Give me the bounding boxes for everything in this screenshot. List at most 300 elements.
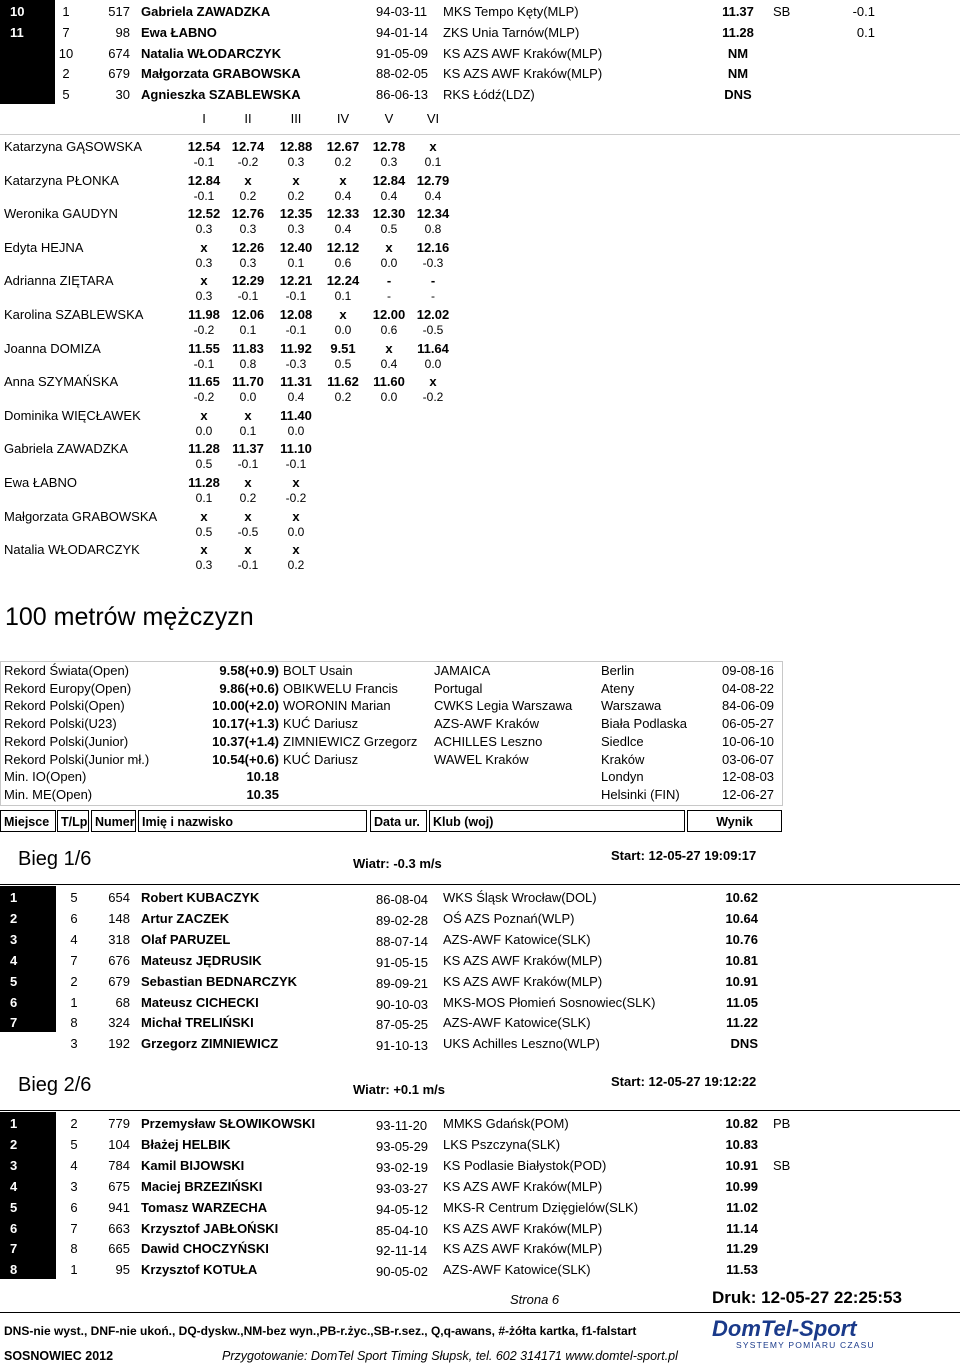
attempt-athlete: Natalia WŁODARCZYK bbox=[4, 542, 140, 558]
attempt-wind: -0.1 bbox=[193, 188, 215, 203]
attempt-result: 12.79 bbox=[416, 172, 450, 188]
record-label: Rekord Polski(Junior) bbox=[4, 733, 129, 749]
result: 10.83 bbox=[725, 1136, 758, 1152]
attempt-result: x bbox=[429, 374, 437, 390]
bib: 95 bbox=[115, 1262, 130, 1278]
attempt-result: 11.65 bbox=[188, 374, 220, 390]
attempt-header-2: II bbox=[244, 111, 252, 126]
place: 7 bbox=[10, 1015, 18, 1031]
bib: 654 bbox=[108, 890, 130, 905]
legend-text: DNS-nie wyst., DNF-nie ukoń., DQ-dyskw.,NM-bez wyn.,PB-r.życ.,SB-r.sez., Q,q-awans, #-żółta kartka, f1-falstart bbox=[4, 1324, 637, 1338]
page-number: Strona 6 bbox=[510, 1292, 560, 1307]
birth-date: 94-03-11 bbox=[376, 4, 428, 19]
attempt-result: 12.54 bbox=[187, 139, 221, 154]
result: 10.91 bbox=[725, 973, 758, 989]
birth-date: 89-09-21 bbox=[376, 975, 429, 991]
club: KS AZS AWF Kraków(MLP) bbox=[443, 973, 603, 989]
attempt-result: 11.28 bbox=[188, 441, 220, 457]
attempt-wind: 0.2 bbox=[334, 155, 352, 169]
place: 2 bbox=[10, 910, 18, 926]
birth-date: 88-07-14 bbox=[376, 933, 429, 949]
heat-wind: Wiatr: +0.1 m/s bbox=[353, 1082, 446, 1097]
attempt-wind: 0.3 bbox=[239, 222, 257, 237]
result: DNS bbox=[730, 1036, 758, 1052]
lane: 4 bbox=[70, 931, 78, 947]
attempt-wind: 0.5 bbox=[380, 222, 398, 237]
attempt-wind: 0.5 bbox=[195, 457, 213, 472]
record-club: Portugal bbox=[434, 680, 483, 696]
athlete-name: Tomasz WARZECHA bbox=[141, 1199, 268, 1215]
club: LKS Pszczyna(SLK) bbox=[443, 1136, 561, 1152]
attempt-wind: -0.1 bbox=[285, 323, 307, 337]
attempt-result: 11.10 bbox=[280, 441, 312, 457]
athlete-name: Olaf PARUZEL bbox=[141, 931, 231, 947]
athlete-name: Błażej HELBIK bbox=[141, 1136, 231, 1152]
athlete-name: Dawid CHOCZYŃSKI bbox=[141, 1241, 269, 1257]
attempt-header-4: IV bbox=[336, 111, 350, 126]
attempt-result: 12.21 bbox=[279, 273, 313, 289]
attempt-wind: -0.2 bbox=[193, 390, 215, 405]
attempt-athlete: Edyta HEJNA bbox=[4, 239, 84, 255]
record-result: 10.35 bbox=[246, 786, 279, 802]
bib: 98 bbox=[115, 24, 130, 40]
club: OŚ AZS Poznań(WLP) bbox=[443, 910, 575, 926]
result: 10.82 bbox=[725, 1116, 758, 1131]
bib: 663 bbox=[108, 1220, 130, 1236]
col-header-place: Miejsce bbox=[0, 810, 56, 832]
print-date: Druk: 12-05-27 22:25:53 bbox=[712, 1288, 902, 1307]
bib: 679 bbox=[108, 973, 130, 989]
result: 11.22 bbox=[726, 1015, 758, 1031]
lane: 8 bbox=[70, 1241, 78, 1257]
result: 10.99 bbox=[725, 1178, 758, 1194]
bib: 779 bbox=[108, 1116, 130, 1131]
lane: 3 bbox=[70, 1178, 78, 1194]
record-date: 04-08-22 bbox=[722, 680, 775, 696]
record-place: Ateny bbox=[601, 680, 635, 696]
lane: 2 bbox=[62, 66, 70, 82]
note: SB bbox=[773, 4, 791, 19]
athlete-name: Ewa ŁABNO bbox=[141, 24, 217, 40]
attempt-result: x bbox=[244, 475, 252, 490]
attempt-wind: 0.3 bbox=[195, 558, 213, 573]
attempt-result: x bbox=[292, 475, 300, 490]
attempt-header-6: VI bbox=[426, 111, 440, 126]
attempt-wind: 0.4 bbox=[424, 188, 442, 203]
attempt-result: x bbox=[292, 508, 300, 524]
record-holder: KUĆ Dariusz bbox=[283, 751, 359, 767]
heat-title: Bieg 1/6 bbox=[18, 848, 92, 870]
attempt-result: 11.92 bbox=[280, 340, 312, 356]
attempt-athlete: Anna SZYMAŃSKA bbox=[4, 374, 119, 390]
attempt-result: 12.29 bbox=[231, 273, 265, 289]
club: KS AZS AWF Kraków(MLP) bbox=[443, 45, 603, 61]
attempt-wind: -0.1 bbox=[285, 289, 307, 304]
club: AZS-AWF Katowice(SLK) bbox=[443, 931, 591, 947]
place: 4 bbox=[10, 1178, 18, 1194]
attempt-wind: 0.3 bbox=[195, 222, 213, 237]
club: ZKS Unia Tarnów(MLP) bbox=[443, 24, 580, 40]
attempt-wind: -0.5 bbox=[422, 323, 444, 337]
attempt-header-5: V bbox=[384, 111, 394, 126]
attempt-result: 12.67 bbox=[326, 139, 360, 154]
attempt-athlete: Ewa ŁABNO bbox=[4, 475, 77, 490]
athlete-name: Robert KUBACZYK bbox=[141, 890, 260, 905]
attempt-result: 12.00 bbox=[372, 307, 406, 322]
attempt-wind: 0.0 bbox=[424, 356, 442, 371]
club: RKS Łódź(LDZ) bbox=[443, 87, 535, 103]
record-date: 12-08-03 bbox=[722, 769, 775, 785]
attempt-wind: -0.1 bbox=[237, 457, 259, 472]
logo-main: DomTel-Sport bbox=[712, 1316, 857, 1341]
attempt-wind: 0.3 bbox=[287, 222, 305, 237]
record-label: Rekord Polski(Junior mł.) bbox=[4, 751, 150, 767]
lane: 2 bbox=[70, 973, 78, 989]
record-place: Biała Podlaska bbox=[601, 716, 687, 732]
result: 10.62 bbox=[725, 890, 758, 905]
lane: 5 bbox=[62, 87, 70, 103]
attempt-athlete: Karolina SZABLEWSKA bbox=[4, 307, 144, 322]
attempt-wind: 0.0 bbox=[334, 323, 352, 337]
attempt-result: 11.55 bbox=[188, 340, 220, 356]
attempt-wind: 0.4 bbox=[380, 356, 398, 371]
record-place: Londyn bbox=[601, 769, 644, 785]
attempt-result: 12.88 bbox=[279, 139, 313, 154]
birth-date: 91-05-15 bbox=[376, 954, 429, 970]
athlete-name: Grzegorz ZIMNIEWICZ bbox=[141, 1036, 279, 1052]
record-result: 10.54(+0.6) bbox=[212, 751, 279, 767]
lane: 1 bbox=[62, 4, 70, 19]
attempt-result: - bbox=[430, 273, 436, 289]
place: 4 bbox=[10, 952, 18, 968]
bib: 676 bbox=[108, 952, 130, 968]
result: 11.05 bbox=[726, 994, 758, 1010]
result: 10.81 bbox=[725, 952, 758, 968]
attempt-athlete: Adrianna ZIĘTARA bbox=[4, 273, 114, 289]
athlete-name: Przemysław SŁOWIKOWSKI bbox=[141, 1116, 316, 1131]
bib: 784 bbox=[108, 1157, 130, 1173]
col-header-result: Wynik bbox=[687, 810, 782, 832]
attempt-result: x bbox=[200, 239, 208, 255]
attempt-wind: 0.8 bbox=[239, 356, 257, 371]
credit-text: Przygotowanie: DomTel Sport Timing Słupsk, tel. 602 314171 www.domtel-sport.pl bbox=[222, 1349, 678, 1363]
attempt-result: 12.02 bbox=[416, 307, 450, 322]
club: KS AZS AWF Kraków(MLP) bbox=[443, 66, 603, 82]
attempt-wind: 0.3 bbox=[195, 255, 213, 270]
attempt-result: x bbox=[385, 340, 393, 356]
attempt-wind: 0.6 bbox=[380, 323, 398, 337]
bib: 318 bbox=[108, 931, 130, 947]
lane: 3 bbox=[70, 1036, 78, 1052]
attempt-result: 12.35 bbox=[279, 206, 313, 222]
record-result: 10.37(+1.4) bbox=[212, 733, 279, 749]
attempt-wind: 0.8 bbox=[424, 222, 442, 237]
attempt-result: x bbox=[244, 542, 252, 558]
record-holder: OBIKWELU Francis bbox=[283, 680, 398, 696]
event-name: SOSNOWIEC 2012 bbox=[4, 1349, 114, 1363]
birth-date: 91-10-13 bbox=[376, 1038, 429, 1054]
attempt-wind: 0.2 bbox=[334, 390, 352, 405]
record-result: 9.58(+0.9) bbox=[219, 663, 279, 678]
attempt-wind: 0.0 bbox=[239, 390, 257, 405]
place: 8 bbox=[10, 1262, 18, 1278]
attempt-wind: -0.1 bbox=[237, 558, 259, 573]
athlete-name: Agnieszka SZABLEWSKA bbox=[141, 87, 301, 103]
record-place: Warszawa bbox=[601, 698, 662, 714]
attempt-athlete: Joanna DOMIZA bbox=[4, 340, 101, 356]
lane: 7 bbox=[70, 952, 78, 968]
bib: 192 bbox=[108, 1036, 130, 1052]
attempt-result: 11.62 bbox=[327, 374, 359, 390]
attempt-wind: 0.3 bbox=[287, 155, 305, 169]
bib: 517 bbox=[108, 4, 130, 19]
athlete-name: Maciej BRZEZIŃSKI bbox=[141, 1178, 263, 1194]
birth-date: 88-02-05 bbox=[376, 66, 429, 82]
club: KS Podlasie Białystok(POD) bbox=[443, 1157, 607, 1173]
logo-sub: SYSTEMY POMIARU CZASU bbox=[736, 1340, 875, 1350]
result: 11.14 bbox=[726, 1220, 758, 1236]
attempt-result: x bbox=[339, 307, 347, 322]
attempt-wind: 0.2 bbox=[287, 558, 305, 573]
athlete-name: Małgorzata GRABOWSKA bbox=[141, 66, 301, 82]
place: 3 bbox=[10, 931, 18, 947]
attempt-result: x bbox=[292, 172, 300, 188]
heat-divider bbox=[0, 1110, 960, 1111]
note: PB bbox=[773, 1116, 791, 1131]
record-date: 84-06-09 bbox=[722, 698, 775, 714]
record-date: 09-08-16 bbox=[722, 663, 775, 678]
attempt-result: 11.98 bbox=[188, 307, 220, 322]
bib: 674 bbox=[108, 45, 130, 61]
attempt-athlete: Katarzyna PŁONKA bbox=[4, 172, 119, 188]
bib: 30 bbox=[115, 87, 130, 103]
attempt-header-3: III bbox=[290, 111, 302, 126]
attempt-result: x bbox=[244, 172, 252, 188]
attempt-wind: -0.1 bbox=[237, 289, 259, 304]
attempt-result: x bbox=[292, 542, 300, 558]
attempt-athlete: Małgorzata GRABOWSKA bbox=[4, 508, 158, 524]
birth-date: 90-10-03 bbox=[376, 996, 429, 1012]
place-column-bg bbox=[0, 0, 55, 104]
attempt-athlete: Dominika WIĘCŁAWEK bbox=[4, 407, 141, 423]
record-label: Rekord Europy(Open) bbox=[4, 680, 132, 696]
record-date: 03-06-07 bbox=[722, 751, 775, 767]
athlete-name: Mateusz CICHECKI bbox=[141, 994, 259, 1010]
attempt-result: 12.06 bbox=[231, 307, 265, 322]
place-column-bg bbox=[0, 1112, 56, 1279]
birth-date: 85-04-10 bbox=[376, 1222, 429, 1238]
attempt-wind: 0.2 bbox=[239, 188, 257, 203]
record-place: Berlin bbox=[601, 663, 635, 678]
attempt-athlete: Gabriela ZAWADZKA bbox=[4, 441, 129, 457]
attempt-result: 12.24 bbox=[326, 273, 360, 289]
birth-date: 90-05-02 bbox=[376, 1264, 429, 1280]
lane: 6 bbox=[70, 1199, 78, 1215]
club: KS AZS AWF Kraków(MLP) bbox=[443, 1220, 603, 1236]
lane: 5 bbox=[70, 890, 78, 905]
club: AZS-AWF Katowice(SLK) bbox=[443, 1262, 591, 1278]
place: 5 bbox=[10, 1199, 18, 1215]
col-header-lane: T/Lp bbox=[57, 810, 89, 832]
divider bbox=[0, 134, 960, 135]
attempt-wind: 0.4 bbox=[380, 188, 398, 203]
attempt-wind: 0.1 bbox=[287, 255, 305, 270]
lane: 1 bbox=[70, 1262, 78, 1278]
footer-divider bbox=[0, 1312, 960, 1313]
attempt-wind: 0.3 bbox=[239, 255, 257, 270]
record-result: 9.86(+0.6) bbox=[219, 680, 279, 696]
birth-date: 86-08-04 bbox=[376, 892, 429, 907]
attempt-result: 12.16 bbox=[416, 239, 450, 255]
attempt-wind: -0.3 bbox=[422, 255, 444, 270]
result: 10.76 bbox=[725, 931, 758, 947]
attempt-result: 9.51 bbox=[330, 340, 356, 356]
attempt-wind: 0.6 bbox=[334, 255, 352, 270]
club: KS AZS AWF Kraków(MLP) bbox=[443, 1178, 603, 1194]
attempt-wind: 0.1 bbox=[334, 289, 352, 304]
club: KS AZS AWF Kraków(MLP) bbox=[443, 952, 603, 968]
record-holder: BOLT Usain bbox=[283, 663, 353, 678]
attempt-result: 12.40 bbox=[279, 239, 313, 255]
record-club: ACHILLES Leszno bbox=[434, 733, 543, 749]
athlete-name: Mateusz JĘDRUSIK bbox=[141, 952, 262, 968]
birth-date: 89-02-28 bbox=[376, 912, 429, 928]
result: 11.37 bbox=[722, 4, 754, 19]
lane: 7 bbox=[62, 24, 70, 40]
club: MMKS Gdańsk(POM) bbox=[443, 1116, 569, 1131]
record-result: 10.18 bbox=[246, 769, 279, 785]
athlete-name: Michał TRELIŃSKI bbox=[141, 1015, 254, 1031]
attempt-result: 11.40 bbox=[280, 407, 312, 423]
section-title: 100 metrów mężczyzn bbox=[5, 603, 254, 631]
attempt-wind: 0.2 bbox=[287, 188, 305, 203]
attempt-result: x bbox=[200, 542, 208, 558]
bib: 679 bbox=[108, 66, 130, 82]
bib: 324 bbox=[108, 1015, 130, 1031]
result: 10.91 bbox=[725, 1157, 758, 1173]
record-result: 10.17(+1.3) bbox=[212, 716, 279, 732]
attempt-result: 12.08 bbox=[279, 307, 313, 322]
athlete-name: Artur ZACZEK bbox=[141, 910, 230, 926]
attempt-result: 12.84 bbox=[187, 172, 221, 188]
bib: 665 bbox=[108, 1241, 130, 1257]
attempt-result: x bbox=[385, 239, 393, 255]
attempt-wind: 0.1 bbox=[424, 155, 442, 169]
record-date: 06-05-27 bbox=[722, 716, 775, 732]
place: 7 bbox=[10, 1241, 18, 1257]
result: DNS bbox=[724, 87, 752, 103]
domtel-logo bbox=[712, 1316, 875, 1350]
attempt-wind: 0.4 bbox=[334, 222, 352, 237]
club: MKS Tempo Kęty(MLP) bbox=[443, 4, 579, 19]
place: 5 bbox=[10, 973, 18, 989]
heat-divider bbox=[0, 884, 960, 885]
birth-date: 86-06-13 bbox=[376, 87, 429, 103]
attempt-wind: 0.0 bbox=[380, 390, 398, 405]
attempt-result: x bbox=[200, 508, 208, 524]
record-club: CWKS Legia Warszawa bbox=[434, 698, 573, 714]
attempt-wind: - bbox=[431, 289, 435, 304]
bib: 104 bbox=[108, 1136, 130, 1152]
club: WKS Śląsk Wrocław(DOL) bbox=[443, 890, 597, 905]
place-column-bg bbox=[0, 886, 56, 1032]
athlete-name: Gabriela ZAWADZKA bbox=[141, 4, 271, 19]
record-label: Rekord Świata(Open) bbox=[4, 663, 129, 678]
place: 6 bbox=[10, 994, 18, 1010]
record-date: 10-06-10 bbox=[722, 733, 775, 749]
place: 3 bbox=[10, 1157, 18, 1173]
col-header-bib: Numer bbox=[91, 810, 136, 832]
attempt-result: 12.34 bbox=[416, 206, 450, 222]
result: 11.28 bbox=[722, 24, 754, 40]
bib: 941 bbox=[108, 1199, 130, 1215]
record-club: AZS-AWF Kraków bbox=[434, 716, 539, 732]
attempt-wind: -0.2 bbox=[422, 390, 444, 405]
result: 11.29 bbox=[726, 1241, 758, 1257]
birth-date: 93-02-19 bbox=[376, 1159, 429, 1175]
attempt-result: 12.12 bbox=[326, 239, 360, 255]
place: 2 bbox=[10, 1136, 18, 1152]
attempt-result: 12.52 bbox=[187, 206, 221, 222]
col-header-club: Klub (woj) bbox=[429, 810, 685, 832]
heat-wind: Wiatr: -0.3 m/s bbox=[353, 856, 442, 871]
attempt-wind: 0.0 bbox=[195, 423, 213, 438]
attempt-wind: -0.1 bbox=[193, 356, 215, 371]
attempt-wind: 0.0 bbox=[287, 524, 305, 539]
attempt-wind: 0.0 bbox=[287, 423, 305, 438]
record-label: Rekord Polski(U23) bbox=[4, 716, 117, 732]
record-club: JAMAICA bbox=[434, 663, 491, 678]
place: 1 bbox=[10, 890, 18, 905]
attempt-wind: -0.2 bbox=[237, 155, 259, 169]
birth-date: 91-05-09 bbox=[376, 45, 429, 61]
lane: 5 bbox=[70, 1136, 78, 1152]
club: UKS Achilles Leszno(WLP) bbox=[443, 1036, 600, 1052]
attempt-wind: -0.2 bbox=[285, 491, 307, 505]
birth-date: 93-05-29 bbox=[376, 1138, 429, 1154]
record-place: Helsinki (FIN) bbox=[601, 786, 680, 802]
attempt-result: x bbox=[200, 407, 208, 423]
wind: -0.1 bbox=[852, 4, 875, 19]
record-place: Siedlce bbox=[601, 733, 644, 749]
attempt-result: 12.74 bbox=[231, 139, 265, 154]
attempt-result: 11.37 bbox=[232, 441, 264, 457]
record-label: Min. IO(Open) bbox=[4, 769, 87, 785]
attempt-wind: - bbox=[387, 289, 391, 304]
birth-date: 94-05-12 bbox=[376, 1201, 429, 1217]
lane: 4 bbox=[70, 1157, 78, 1173]
attempt-result: 11.28 bbox=[188, 475, 220, 490]
attempt-result: 11.60 bbox=[373, 374, 405, 390]
attempt-result: - bbox=[386, 273, 392, 289]
note: SB bbox=[773, 1157, 791, 1173]
attempt-wind: 0.2 bbox=[239, 491, 257, 505]
attempt-result: 12.33 bbox=[326, 206, 360, 222]
col-header-name: Imię i nazwisko bbox=[138, 810, 367, 832]
result: 10.64 bbox=[725, 910, 758, 926]
attempt-result: 11.31 bbox=[280, 374, 312, 390]
col-header-born: Data ur. bbox=[370, 810, 427, 832]
attempt-header-1: I bbox=[202, 111, 206, 126]
place: 11 bbox=[10, 24, 24, 40]
attempt-result: 12.26 bbox=[231, 239, 265, 255]
bib: 148 bbox=[108, 910, 130, 926]
bib: 675 bbox=[108, 1178, 130, 1194]
attempt-wind: 0.1 bbox=[239, 323, 257, 337]
bib: 68 bbox=[115, 994, 130, 1010]
result: 11.02 bbox=[726, 1199, 758, 1215]
attempt-wind: -0.5 bbox=[237, 524, 259, 539]
